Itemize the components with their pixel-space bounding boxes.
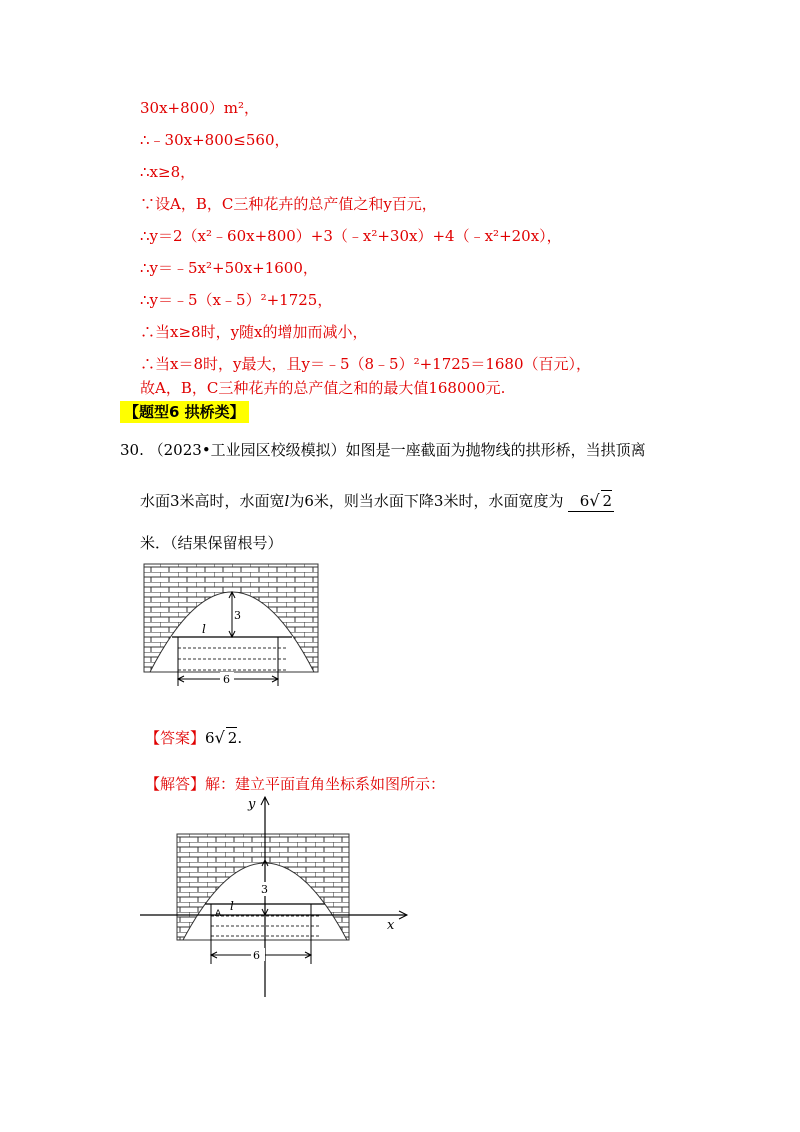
solution-line-6: ∴y＝﹣5x²+50x+1600， [140,259,318,277]
var-label-2: l [230,899,234,913]
solution-line-10: 故A，B，C三种花卉的总产值之和的最大值168000元. [140,379,506,397]
solution-line-8: ∴当x≥8时，y随x的增加而减小， [140,323,368,341]
solution-line-1: 30x+800）m²， [140,99,259,117]
question-line-1 [120,440,646,460]
question-text-1: 如图是一座截面为抛物线的拱形桥，当拱顶离 [345,441,646,459]
solution-line-5: ∴y＝2（x²﹣60x+800）+3（﹣x²+30x）+4（﹣x²+20x）， [140,227,562,245]
question-line-2 [140,490,614,512]
section-heading: 【题型6 拱桥类】 [120,401,249,423]
answer-tag: 【答案】 [145,729,206,747]
solution-line-2: ∴﹣30x+800≤560， [140,131,290,149]
answer-radicand: 2 [227,729,238,747]
solution-line-7: ∴y＝﹣5（x﹣5）²+1725， [140,291,333,309]
question-line-3: 米．（结果保留根号） [140,534,283,552]
question-text-2b: 为6米，则当水面下降3米时，水面宽度为 [289,492,564,510]
question-number: 30. [120,441,144,459]
answer-blank: 6√ 2 [568,490,614,512]
x-axis-label: x [387,918,395,933]
height-label: 3 [234,609,241,622]
width-var-label: l [202,622,206,636]
bridge-figure [142,562,322,690]
answer-coef: 6 [205,729,215,747]
solution-line-3: ∴x≥8， [140,163,196,181]
answer-line: 【答案】6√ 2. [145,728,243,747]
question-text-2a: 水面3米高时，水面宽 [140,492,285,510]
coordinate-figure [135,792,415,1004]
question-var-l: l [284,492,290,510]
solution-line-9: ∴当x＝8时，y最大，且y＝﹣5（8﹣5）²+1725＝1680（百元）， [140,355,592,373]
y-axis-label: y [248,797,256,812]
solution-intro [145,774,445,794]
height-label-2: 3 [261,883,268,896]
question-source: （2023•工业园区校级模拟） [148,441,346,459]
solution-text: 解：建立平面直角坐标系如图所示： [205,775,446,793]
solution-line-4: ∵设A，B，C三种花卉的总产值之和y百元， [140,195,437,213]
point-a-label: A [215,909,222,919]
width-label-2: 6 [253,949,260,962]
width-label: 6 [223,673,230,686]
solution-tag: 【解答】 [145,775,206,793]
